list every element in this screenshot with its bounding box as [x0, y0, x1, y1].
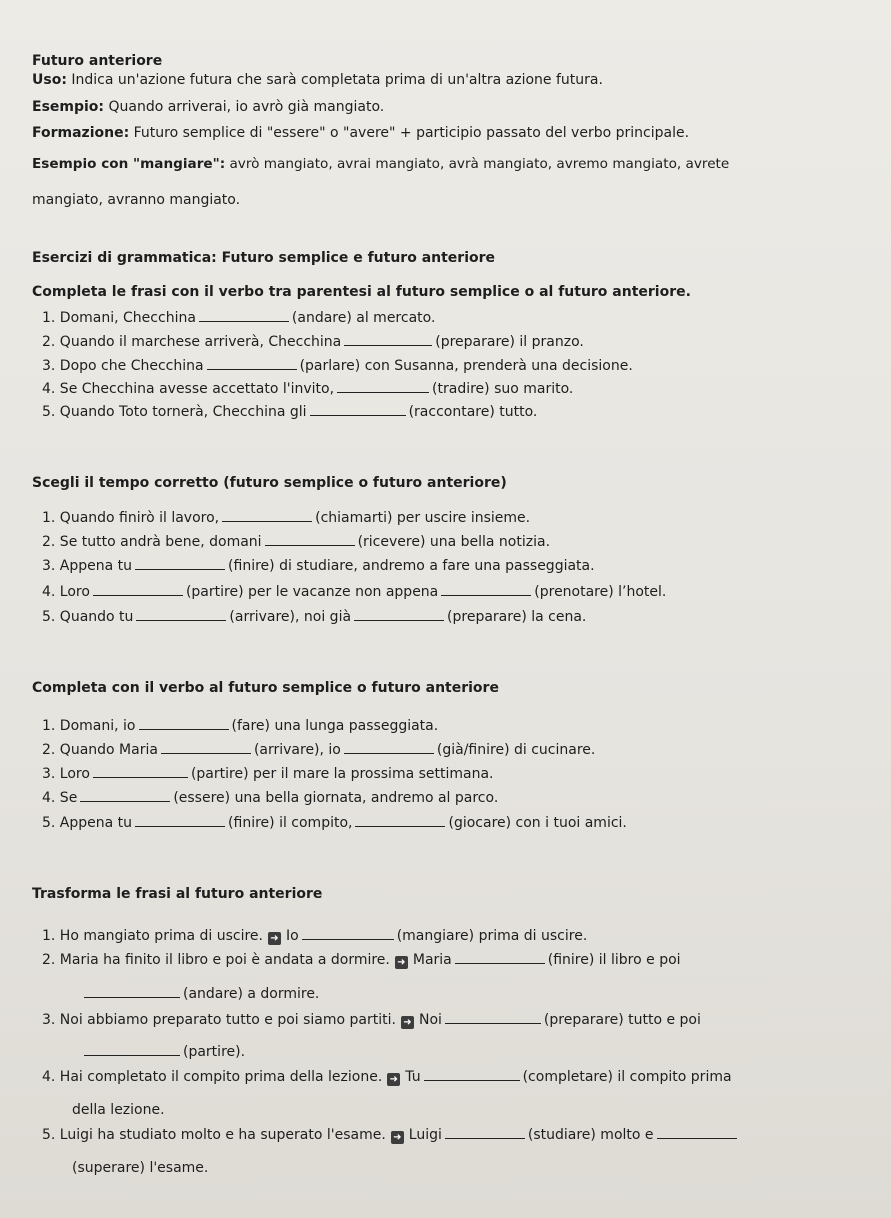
ex1-item-1-hint: (andare) al mercato. [291, 310, 436, 326]
ex3-item-2-blank-2[interactable] [344, 742, 434, 754]
ex4-item-5-text: 5. Luigi ha studiato molto e ha superato l'esame. [42, 1127, 386, 1143]
ex1-item-5 [42, 403, 537, 421]
ex4-item-2-blank-2[interactable] [84, 986, 180, 998]
ex1-item-2 [42, 333, 584, 351]
mangiare-line [32, 155, 729, 173]
ex4-item-3-blank-2[interactable] [84, 1044, 180, 1056]
ex1-item-2-text: 2. Quando il marchese arriverà, Checchina [42, 334, 342, 350]
ex4-item-4-cont: della lezione. [72, 1102, 165, 1118]
ex4-item-1-hint: (mangiare) prima di uscire. [396, 928, 588, 944]
ex4-item-2-cont [84, 985, 319, 1003]
ex1-item-5-hint: (raccontare) tutto. [408, 404, 538, 420]
ex4-title: Trasforma le frasi al futuro anteriore [32, 886, 323, 902]
ex2-item-2-text: 2. Se tutto andrà bene, domani [42, 534, 262, 550]
exercises-title: Esercizi di grammatica: Futuro semplice e futuro anteriore [32, 250, 496, 266]
ex4-item-5-cont: (superare) l'esame. [72, 1160, 209, 1176]
ex4-item-2-text: 2. Maria ha finito il libro e poi è andata a dormire. [42, 952, 390, 968]
ex4-item-3-cont [84, 1043, 245, 1061]
ex4-item-4-hint: (completare) il compito prima [522, 1069, 732, 1085]
esempio-line [32, 98, 384, 116]
ex1-item-2-blank[interactable] [344, 334, 432, 346]
formazione-text: Futuro semplice di "essere" o "avere" + participio passato del verbo principale. [129, 125, 690, 141]
ex4-item-4-subject: Tu [405, 1069, 421, 1085]
ex2-item-5-blank-2[interactable] [354, 609, 444, 621]
ex4-item-2-blank-1[interactable] [455, 952, 545, 964]
ex3-item-5-blank-2[interactable] [355, 815, 445, 827]
ex2-item-4-blank-2[interactable] [441, 584, 531, 596]
ex2-item-1 [42, 509, 530, 527]
ex2-item-4-hint-1: (partire) per le vacanze non appena [185, 584, 439, 600]
ex4-item-3-hint-1: (preparare) tutto e poi [543, 1012, 701, 1028]
ex1-title: Completa le frasi con il verbo tra parentesi al futuro semplice o al futuro anteriore. [32, 284, 691, 300]
section-title-futuro-anteriore: Futuro anteriore [32, 53, 163, 69]
ex1-item-3-hint: (parlare) con Susanna, prenderà una decisione. [299, 358, 633, 374]
ex2-item-4 [42, 583, 666, 601]
ex1-item-1-text: 1. Domani, Checchina [42, 310, 196, 326]
ex4-item-2-hint-1: (finire) il libro e poi [547, 952, 681, 968]
ex4-item-2 [42, 951, 681, 969]
uso-line [32, 71, 603, 89]
ex4-item-5-hint-1: (studiare) molto e [527, 1127, 654, 1143]
ex3-item-5-blank-1[interactable] [135, 815, 225, 827]
ex3-item-4-hint: (essere) una bella giornata, andremo al parco. [173, 790, 499, 806]
ex4-item-3 [42, 1011, 701, 1029]
ex4-item-2-subject: Maria [412, 952, 452, 968]
ex4-item-2-hint-2: (andare) a dormire. [183, 986, 320, 1002]
ex2-item-4-hint-2: (prenotare) l’hotel. [534, 584, 667, 600]
ex1-item-2-hint: (preparare) il pranzo. [435, 334, 584, 350]
ex3-item-2-hint-1: (arrivare), io [253, 742, 341, 758]
ex3-item-1-text: 1. Domani, io [42, 718, 136, 734]
ex3-item-5-hint-1: (finire) il compito, [228, 815, 353, 831]
arrow-right-icon: ➜ [401, 1016, 414, 1029]
ex3-item-4-text: 4. Se [42, 790, 78, 806]
mangiare-text: avrò mangiato, avrai mangiato, avrà mangiato, avremo mangiato, avrete [225, 156, 730, 172]
arrow-right-icon: ➜ [268, 932, 281, 945]
ex3-item-3-hint: (partire) per il mare la prossima settimana. [190, 766, 494, 782]
ex4-item-5 [42, 1126, 740, 1144]
ex3-item-2-hint-2: (già/finire) di cucinare. [436, 742, 596, 758]
ex2-item-5-hint-2: (preparare) la cena. [447, 609, 587, 625]
mangiare-label: Esempio con "mangiare": [32, 156, 226, 172]
ex2-item-2 [42, 533, 550, 551]
ex4-item-4 [42, 1068, 732, 1086]
ex4-item-5-blank-2[interactable] [657, 1127, 737, 1139]
ex4-item-3-blank-1[interactable] [445, 1012, 541, 1024]
arrow-right-icon: ➜ [395, 956, 408, 969]
ex4-item-3-hint-2: (partire). [183, 1044, 246, 1060]
ex2-item-5-hint-1: (arrivare), noi già [229, 609, 352, 625]
ex3-item-4 [42, 789, 498, 807]
ex2-item-1-blank[interactable] [222, 510, 312, 522]
ex4-item-5-blank-1[interactable] [445, 1127, 525, 1139]
ex2-item-3-blank[interactable] [135, 558, 225, 570]
ex3-item-3-text: 3. Loro [42, 766, 90, 782]
ex1-item-3-text: 3. Dopo che Checchina [42, 358, 204, 374]
ex2-item-2-hint: (ricevere) una bella notizia. [357, 534, 551, 550]
uso-text: Indica un'azione futura che sarà completata prima di un'altra azione futura. [66, 72, 603, 88]
ex3-item-1-blank[interactable] [139, 718, 229, 730]
ex4-item-5-subject: Luigi [408, 1127, 442, 1143]
ex2-item-3 [42, 557, 595, 575]
ex1-item-5-blank[interactable] [310, 404, 406, 416]
ex4-item-3-text: 3. Noi abbiamo preparato tutto e poi siamo partiti. [42, 1012, 396, 1028]
ex3-item-1-hint: (fare) una lunga passeggiata. [231, 718, 439, 734]
ex3-item-4-blank[interactable] [80, 790, 170, 802]
ex3-item-2-blank-1[interactable] [161, 742, 251, 754]
ex2-item-1-text: 1. Quando finirò il lavoro, [42, 510, 220, 526]
ex2-item-5-blank-1[interactable] [136, 609, 226, 621]
ex4-item-3-subject: Noi [418, 1012, 442, 1028]
ex3-item-2 [42, 741, 595, 759]
ex2-item-4-text: 4. Loro [42, 584, 90, 600]
mangiare-line-cont: mangiato, avranno mangiato. [32, 192, 241, 208]
ex4-item-1 [42, 927, 587, 945]
ex3-item-2-text: 2. Quando Maria [42, 742, 158, 758]
ex3-item-5-hint-2: (giocare) con i tuoi amici. [448, 815, 627, 831]
ex1-item-4-hint: (tradire) suo marito. [432, 381, 574, 397]
ex1-item-1 [42, 309, 435, 327]
ex2-item-5-text: 5. Quando tu [42, 609, 134, 625]
ex4-item-1-blank[interactable] [302, 928, 394, 940]
formazione-label: Formazione: [32, 125, 130, 141]
arrow-right-icon: ➜ [391, 1131, 404, 1144]
ex1-item-3-blank[interactable] [207, 358, 297, 370]
ex2-item-2-blank[interactable] [265, 534, 355, 546]
ex4-item-4-blank[interactable] [424, 1069, 520, 1081]
ex1-item-5-text: 5. Quando Toto tornerà, Checchina gli [42, 404, 307, 420]
ex1-item-1-blank[interactable] [199, 310, 289, 322]
ex2-item-4-blank-1[interactable] [93, 584, 183, 596]
ex1-item-3 [42, 357, 633, 375]
ex4-item-1-subject: Io [286, 928, 299, 944]
ex3-item-5 [42, 814, 627, 832]
ex1-item-4-blank[interactable] [337, 381, 429, 393]
ex4-item-1-text: 1. Ho mangiato prima di uscire. [42, 928, 263, 944]
ex3-title: Completa con il verbo al futuro semplice o futuro anteriore [32, 680, 499, 696]
ex3-item-3-blank[interactable] [93, 766, 188, 778]
arrow-right-icon: ➜ [387, 1073, 400, 1086]
ex2-title: Scegli il tempo corretto (futuro semplice o futuro anteriore) [32, 475, 507, 491]
ex3-item-5-text: 5. Appena tu [42, 815, 133, 831]
ex3-item-1 [42, 717, 438, 735]
esempio-label: Esempio: [32, 99, 105, 115]
formazione-line [32, 124, 689, 142]
ex1-item-4 [42, 380, 573, 398]
ex2-item-3-hint: (finire) di studiare, andremo a fare una passeggiata. [228, 558, 595, 574]
uso-label: Uso: [32, 72, 67, 88]
ex1-item-4-text: 4. Se Checchina avesse accettato l'invito, [42, 381, 335, 397]
ex2-item-1-hint: (chiamarti) per uscire insieme. [315, 510, 531, 526]
ex3-item-3 [42, 765, 494, 783]
esempio-text: Quando arriverai, io avrò già mangiato. [104, 99, 385, 115]
ex2-item-3-text: 3. Appena tu [42, 558, 133, 574]
ex4-item-4-text: 4. Hai completato il compito prima della lezione. [42, 1069, 383, 1085]
ex2-item-5 [42, 608, 586, 626]
